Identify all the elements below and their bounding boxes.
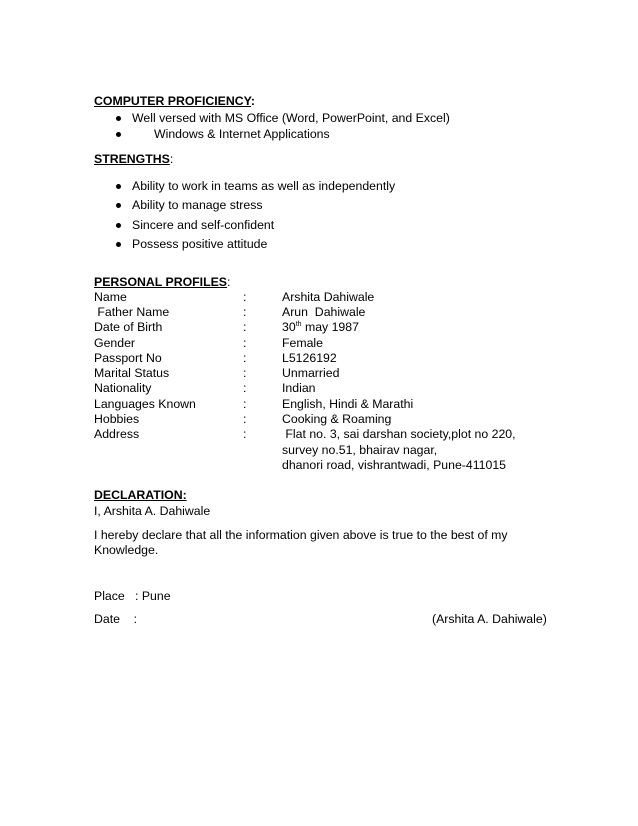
profile-label-languages: Languages Known	[94, 397, 196, 411]
bullet-icon	[116, 203, 121, 208]
profile-separator: :	[243, 290, 247, 304]
profile-value-passport: L5126192	[282, 351, 337, 365]
personal-profiles-heading-colon: :	[227, 275, 231, 289]
profile-value-father-name: Arun Dahiwale	[282, 305, 366, 319]
strength-item: Ability to manage stress	[132, 198, 263, 212]
profile-value-marital-status: Unmarried	[282, 366, 340, 380]
place-line: Place : Pune	[94, 589, 171, 603]
strength-item: Possess positive attitude	[132, 237, 268, 251]
computer-proficiency-heading-colon: :	[250, 94, 256, 108]
strengths-heading	[94, 152, 173, 167]
profile-separator: :	[243, 397, 247, 411]
profile-label-nationality: Nationality	[94, 381, 152, 395]
profile-value-nationality: Indian	[282, 381, 316, 395]
profile-separator: :	[243, 412, 247, 426]
profile-label-dob: Date of Birth	[94, 320, 163, 334]
profile-label-gender: Gender	[94, 336, 136, 350]
profile-separator: :	[243, 381, 247, 395]
profile-label-passport: Passport No	[94, 351, 162, 365]
profile-value-gender: Female	[282, 336, 324, 350]
personal-profiles-heading-text: PERSONAL PROFILES	[94, 275, 228, 289]
strengths-heading-text: STRENGTHS	[94, 152, 170, 166]
strength-item: Sincere and self-confident	[132, 218, 275, 232]
strengths-heading-colon: :	[169, 152, 174, 166]
bullet-icon	[116, 184, 121, 189]
profile-separator: :	[243, 351, 247, 365]
dob-rest: may 1987	[301, 320, 359, 334]
profile-value-address-line2: survey no.51, bhairav nagar,	[282, 443, 438, 457]
computer-proficiency-heading-text: COMPUTER PROFICIENCY	[94, 94, 251, 108]
strength-item: Ability to work in teams as well as independently	[132, 179, 396, 193]
profile-separator: :	[243, 305, 247, 319]
declaration-statement-line2: Knowledge.	[94, 543, 159, 557]
profile-value-name: Arshita Dahiwale	[282, 290, 375, 304]
profile-value-address-line1: Flat no. 3, sai darshan society,plot no 220,	[282, 427, 516, 441]
profile-separator: :	[243, 427, 247, 441]
declaration-name-line: I, Arshita A. Dahiwale	[94, 504, 211, 518]
profile-value-languages: English, Hindi & Marathi	[282, 397, 414, 411]
signature-name: (Arshita A. Dahiwale)	[432, 612, 547, 626]
profile-separator: :	[243, 336, 247, 350]
dob-day-suffix: th	[295, 321, 302, 328]
profile-label-hobbies: Hobbies	[94, 412, 140, 426]
profile-separator: :	[243, 320, 247, 334]
bullet-icon	[116, 242, 121, 247]
profile-separator: :	[243, 366, 247, 380]
proficiency-item: Windows & Internet Applications	[154, 127, 330, 141]
profile-label-name: Name	[94, 290, 127, 304]
personal-profiles-heading	[94, 275, 230, 290]
bullet-icon	[116, 116, 121, 121]
profile-value-address-line3: dhanori road, vishrantwadi, Pune-411015	[282, 458, 506, 472]
profile-label-marital-status: Marital Status	[94, 366, 170, 380]
profile-value-dob	[282, 320, 359, 335]
profile-label-address: Address	[94, 427, 140, 441]
computer-proficiency-heading	[94, 94, 255, 109]
dob-day: 30	[282, 320, 296, 334]
date-line: Date :	[94, 612, 138, 626]
bullet-icon	[116, 223, 121, 228]
bullet-icon	[116, 132, 121, 137]
profile-value-hobbies: Cooking & Roaming	[282, 412, 392, 426]
declaration-heading: DECLARATION:	[94, 488, 187, 502]
declaration-statement-line1: I hereby declare that all the information given above is true to the best of my	[94, 528, 508, 542]
proficiency-item: Well versed with MS Office (Word, PowerPoint, and Excel)	[132, 111, 450, 125]
profile-label-father-name: Father Name	[94, 305, 170, 319]
